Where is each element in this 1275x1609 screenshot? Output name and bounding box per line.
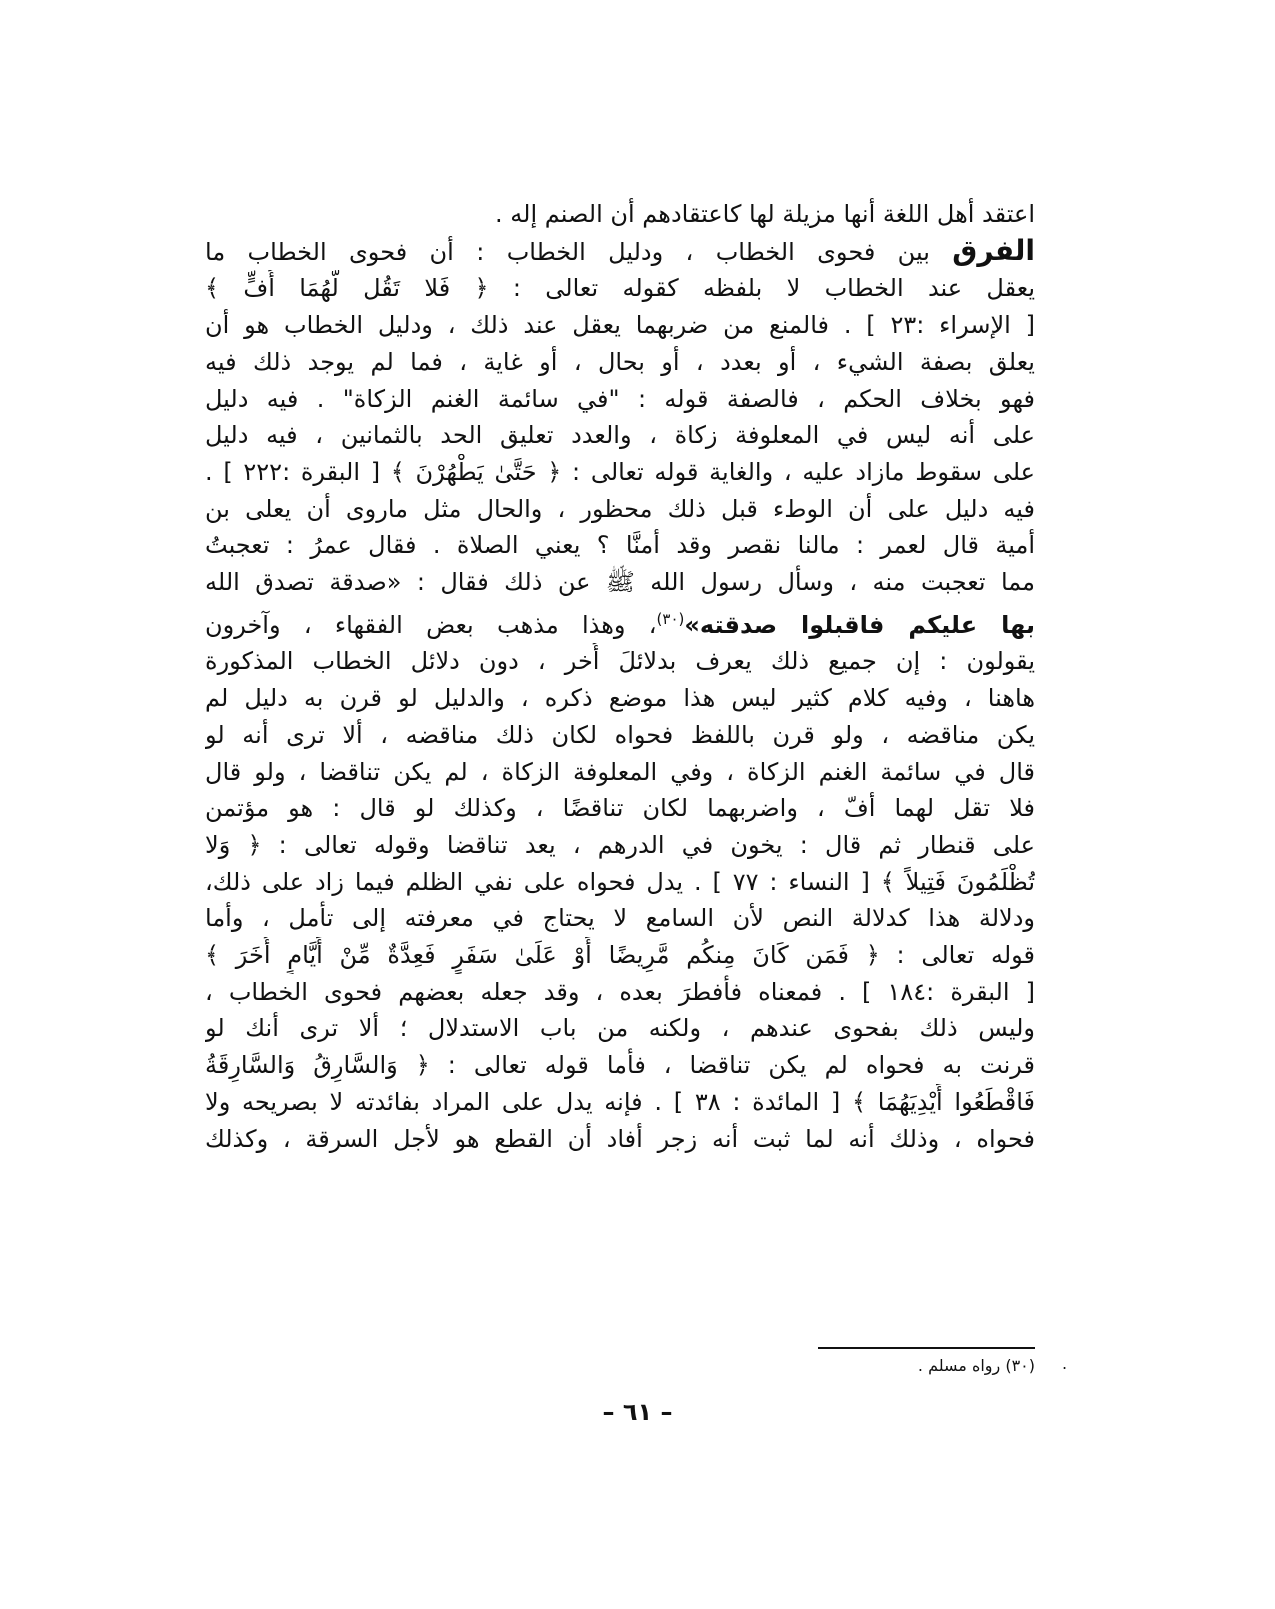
text-line: فهو بخلاف الحكم ، فالصفة قوله : "في سائمة الغنم الزكاة" . فيه دليل	[205, 384, 1035, 413]
text-line: قوله تعالى : ﴿ فَمَن كَانَ مِنكُم مَّرِيضًا أَوْ عَلَىٰ سَفَرٍ فَعِدَّةٌ مِّنْ أَيَّامٍ أُخَرَ ﴾	[205, 941, 1035, 970]
text-fragment: بين فحوى الخطاب ، ودليل الخطاب : أن فحوى الخطاب ما	[205, 237, 930, 266]
text-line: يقولون : إن جميع ذلك يعرف بدلائلَ أُخر ، دون دلائل الخطاب المذكورة	[205, 647, 1035, 676]
text-line: فيه دليل على أن الوطء قبل ذلك محظور ، والحال مثل ماروى أن يعلى بن	[205, 494, 1035, 523]
text-line: فحواه ، وذلك أنه لما ثبت أنه زجر أفاد أن القطع هو لأجل السرقة ، وكذلك	[205, 1124, 1035, 1153]
text-line: على أنه ليس في المعلوفة زكاة ، والعدد تعليق الحد بالثمانين ، فيه دليل	[205, 421, 1035, 450]
footnote: (٣٠) رواه مسلم .	[917, 1356, 1035, 1375]
text-line: اعتقد أهل اللغة أنها مزيلة لها كاعتقادهم أن الصنم إله .	[495, 200, 1035, 228]
text-line	[205, 233, 1035, 271]
text-line: مما تعجبت منه ، وسأل رسول الله ﷺ عن ذلك فقال : «صدقة تصدق الله	[205, 568, 1035, 597]
text-line: قرنت به فحواه لم يكن تناقضا ، فأما قوله تعالى : ﴿ وَالسَّارِقُ وَالسَّارِقَةُ	[205, 1051, 1035, 1080]
text-fragment: ، وهذا مذهب بعض الفقهاء ، وآخرون	[205, 610, 657, 639]
text-line: فَاقْطَعُوا أَيْدِيَهُمَا ﴾ [ المائدة : ٣٨ ] . فإنه يدل على المراد بفائدته لا بصريحه ولا	[205, 1087, 1035, 1116]
text-line: على سقوط مازاد عليه ، والغاية قوله تعالى : ﴿ حَتَّىٰ يَطْهُرْنَ ﴾ [ البقرة :٢٢٢ ] .	[205, 457, 1035, 486]
body-text	[205, 196, 1035, 1157]
text-line: فلا تقل لهما أفّ ، واضربهما لكان تناقضًا ، وكذلك لو قال : هو مؤتمن	[205, 794, 1035, 823]
hadith-text: بها عليكم فاقبلوا صدقته»	[684, 610, 1035, 639]
text-line: هاهنا ، وفيه كلام كثير ليس هذا موضع ذكره ، والدليل لو قرن به دليل لم	[205, 684, 1035, 713]
page-number: – ٦١ –	[602, 1398, 673, 1426]
scan-speck: .	[1062, 1354, 1068, 1373]
text-line: يكن مناقضه ، ولو قرن باللفظ فحواه لكان ذلك مناقضه ، ألا ترى أنه لو	[205, 720, 1035, 749]
lead-word: الفرق	[952, 233, 1035, 267]
text-line: ودلالة هذا كدلالة النص لأن السامع لا يحتاج في معرفته إلى تأمل ، وأما	[205, 904, 1035, 933]
text-line: أمية قال لعمر : مالنا نقصر وقد أمنَّا ؟ يعني الصلاة . فقال عمرُ : تعجبتُ	[205, 531, 1035, 560]
text-line: تُظْلَمُونَ فَتِيلاً ﴾ [ النساء : ٧٧ ] . يدل فحواه على نفي الظلم فيما زاد على ذلك،	[205, 867, 1035, 896]
text-line: [ البقرة :١٨٤ ] . فمعناه فأفطرَ بعده ، وقد جعله بعضهم فحوى الخطاب ،	[205, 977, 1035, 1006]
text-line: وليس ذلك بفحوى عندهم ، ولكنه من باب الاستدلال ؛ ألا ترى أنك لو	[205, 1014, 1035, 1043]
footnote-ref: (٣٠)	[656, 609, 685, 628]
text-line: يعقل عند الخطاب لا بلفظه كقوله تعالى : ﴿ فَلا تَقُل لَّهُمَا أُفٍّ ﴾	[205, 274, 1035, 303]
text-line: قال في سائمة الغنم الزكاة ، وفي المعلوفة الزكاة ، لم يكن تناقضا ، ولو قال	[205, 757, 1035, 786]
text-line: [ الإسراء :٢٣ ] . فالمنع من ضربهما يعقل عند ذلك ، ودليل الخطاب هو أن	[205, 311, 1035, 340]
text-line: على قنطار ثم قال : يخون في الدرهم ، يعد تناقضا وقوله تعالى : ﴿ وَلا	[205, 830, 1035, 859]
text-line	[205, 601, 1035, 644]
footnote-divider	[818, 1347, 1035, 1349]
text-line: يعلق بصفة الشيء ، أو بعدد ، أو بحال ، أو غاية ، فما لم يوجد ذلك فيه	[205, 347, 1035, 376]
